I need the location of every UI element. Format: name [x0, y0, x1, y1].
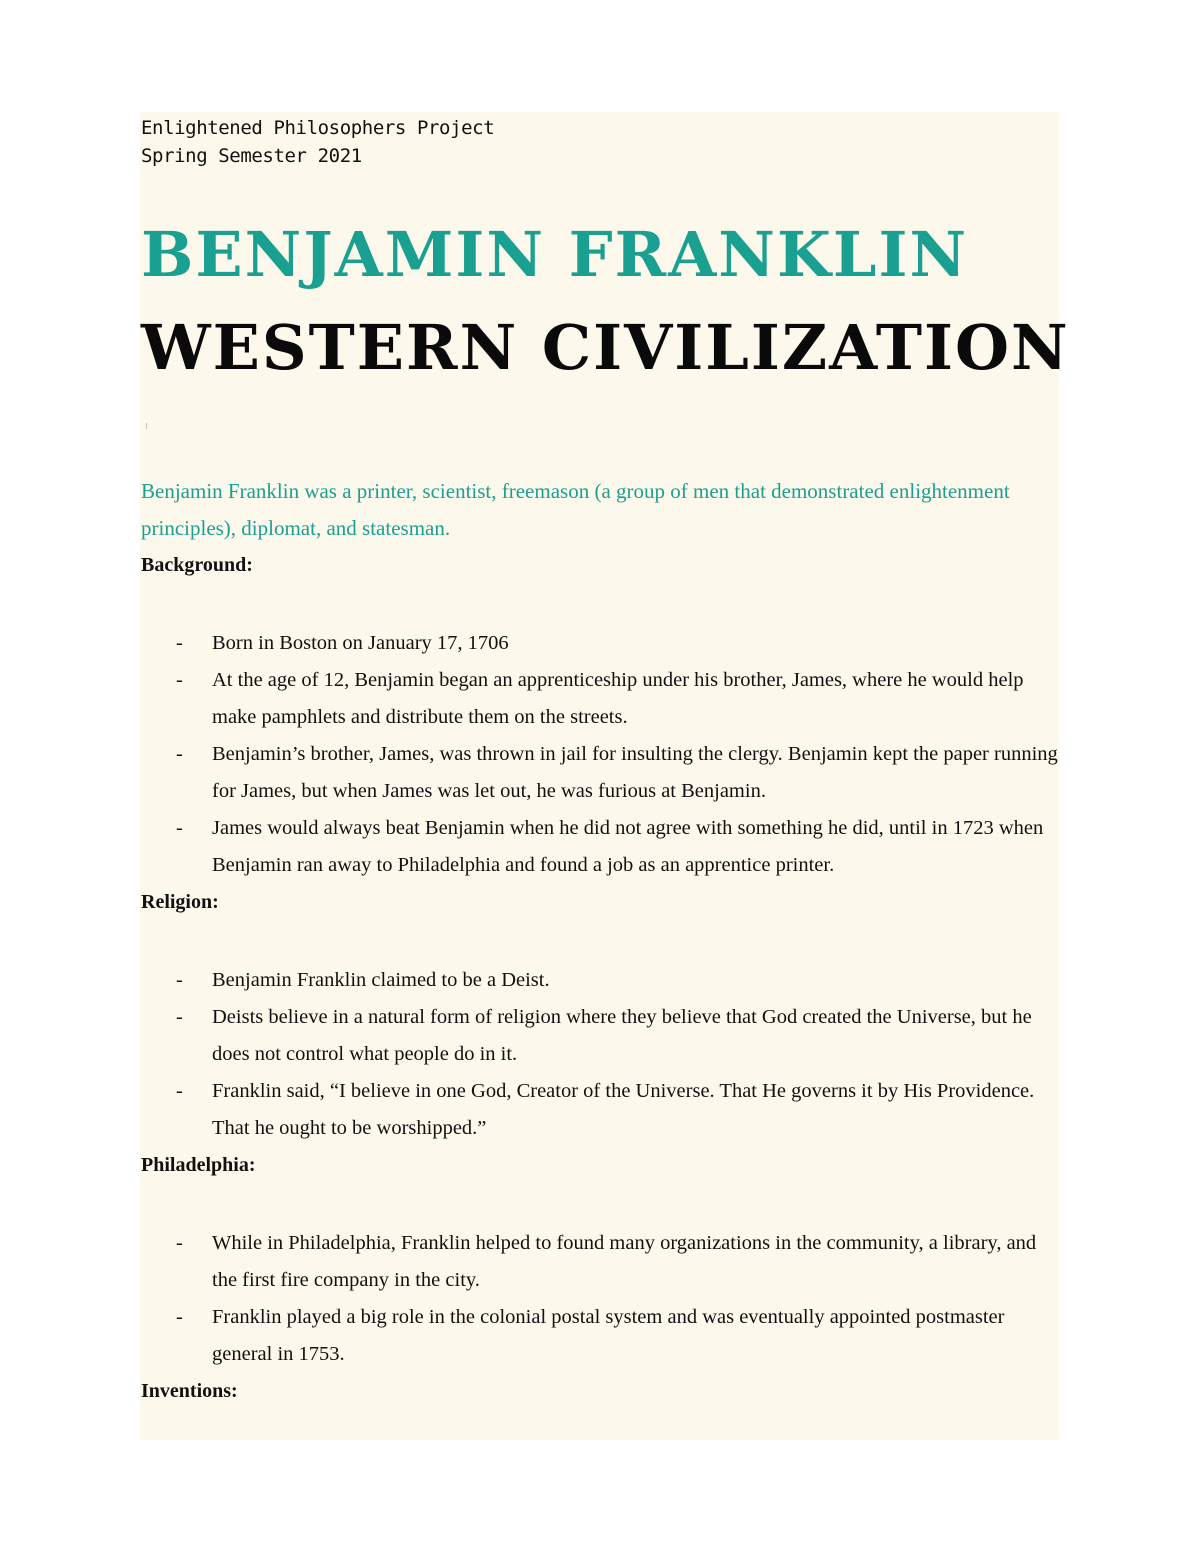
section-inventions: [141, 1373, 1061, 1410]
bullet-dash: -: [176, 632, 183, 654]
intro-paragraph: Benjamin Franklin was a printer, scientist, freemason (a group of men that demonstrated enlightenment principles), diplomat, and statesman.: [141, 479, 1010, 540]
section-heading: Religion:: [141, 891, 219, 913]
bullet-dash: -: [176, 1006, 183, 1028]
bullet-dash: -: [176, 743, 183, 765]
section-religion: [141, 884, 1061, 1147]
list-item: - Franklin played a big role in the colonial postal system and was eventually appointed postmaster general in 1753.: [141, 1299, 1062, 1373]
list-item: - At the age of 12, Benjamin began an apprenticeship under his brother, James, where he would help make pamphlets and distribute them on the streets.: [141, 662, 1062, 736]
bullet-list: [141, 625, 1061, 884]
list-item: - While in Philadelphia, Franklin helped to found many organizations in the community, a library, and the first fire company in the city.: [141, 1225, 1062, 1299]
section-background: [141, 547, 1061, 884]
document-subtitle: WESTERN CIVILIZATION: [141, 311, 1070, 384]
bullet-list: [141, 1225, 1061, 1373]
document-title: BENJAMIN FRANKLIN: [141, 218, 969, 291]
section-philadelphia: [141, 1147, 1061, 1373]
list-item: - Deists believe in a natural form of religion where they believe that God created the Universe, but he does not control what people do in it.: [141, 999, 1062, 1073]
list-item: - James would always beat Benjamin when he did not agree with something he did, until in 1723 when Benjamin ran away to Philadelphia and found a job as an apprentice printer.: [141, 810, 1062, 884]
bullet-dash: -: [176, 1232, 183, 1254]
project-title: Enlightened Philosophers Project: [141, 117, 495, 139]
bullet-list: [141, 962, 1061, 1147]
bullet-dash: -: [176, 817, 183, 839]
list-item: - Benjamin Franklin claimed to be a Deist.: [141, 962, 1062, 999]
bullet-dash: -: [176, 1080, 183, 1102]
list-item: - Franklin said, “I believe in one God, Creator of the Universe. That He governs it by His Providence. That he ought to be worshipped.”: [141, 1073, 1062, 1147]
list-item: - Benjamin’s brother, James, was thrown in jail for insulting the clergy. Benjamin kept the paper running for James, but when James was let out, he was furious at Benjamin.: [141, 736, 1062, 810]
section-heading: Philadelphia:: [141, 1154, 256, 1176]
bullet-dash: -: [176, 669, 183, 691]
section-heading: Inventions:: [141, 1380, 238, 1402]
decorative-mark: [141, 393, 1061, 453]
semester-label: Spring Semester 2021: [141, 145, 362, 167]
section-heading: Background:: [141, 554, 253, 576]
bullet-dash: -: [176, 1306, 183, 1328]
list-item: - Born in Boston on January 17, 1706: [141, 625, 1062, 662]
bullet-dash: -: [176, 969, 183, 991]
document-content: [141, 114, 1070, 1410]
